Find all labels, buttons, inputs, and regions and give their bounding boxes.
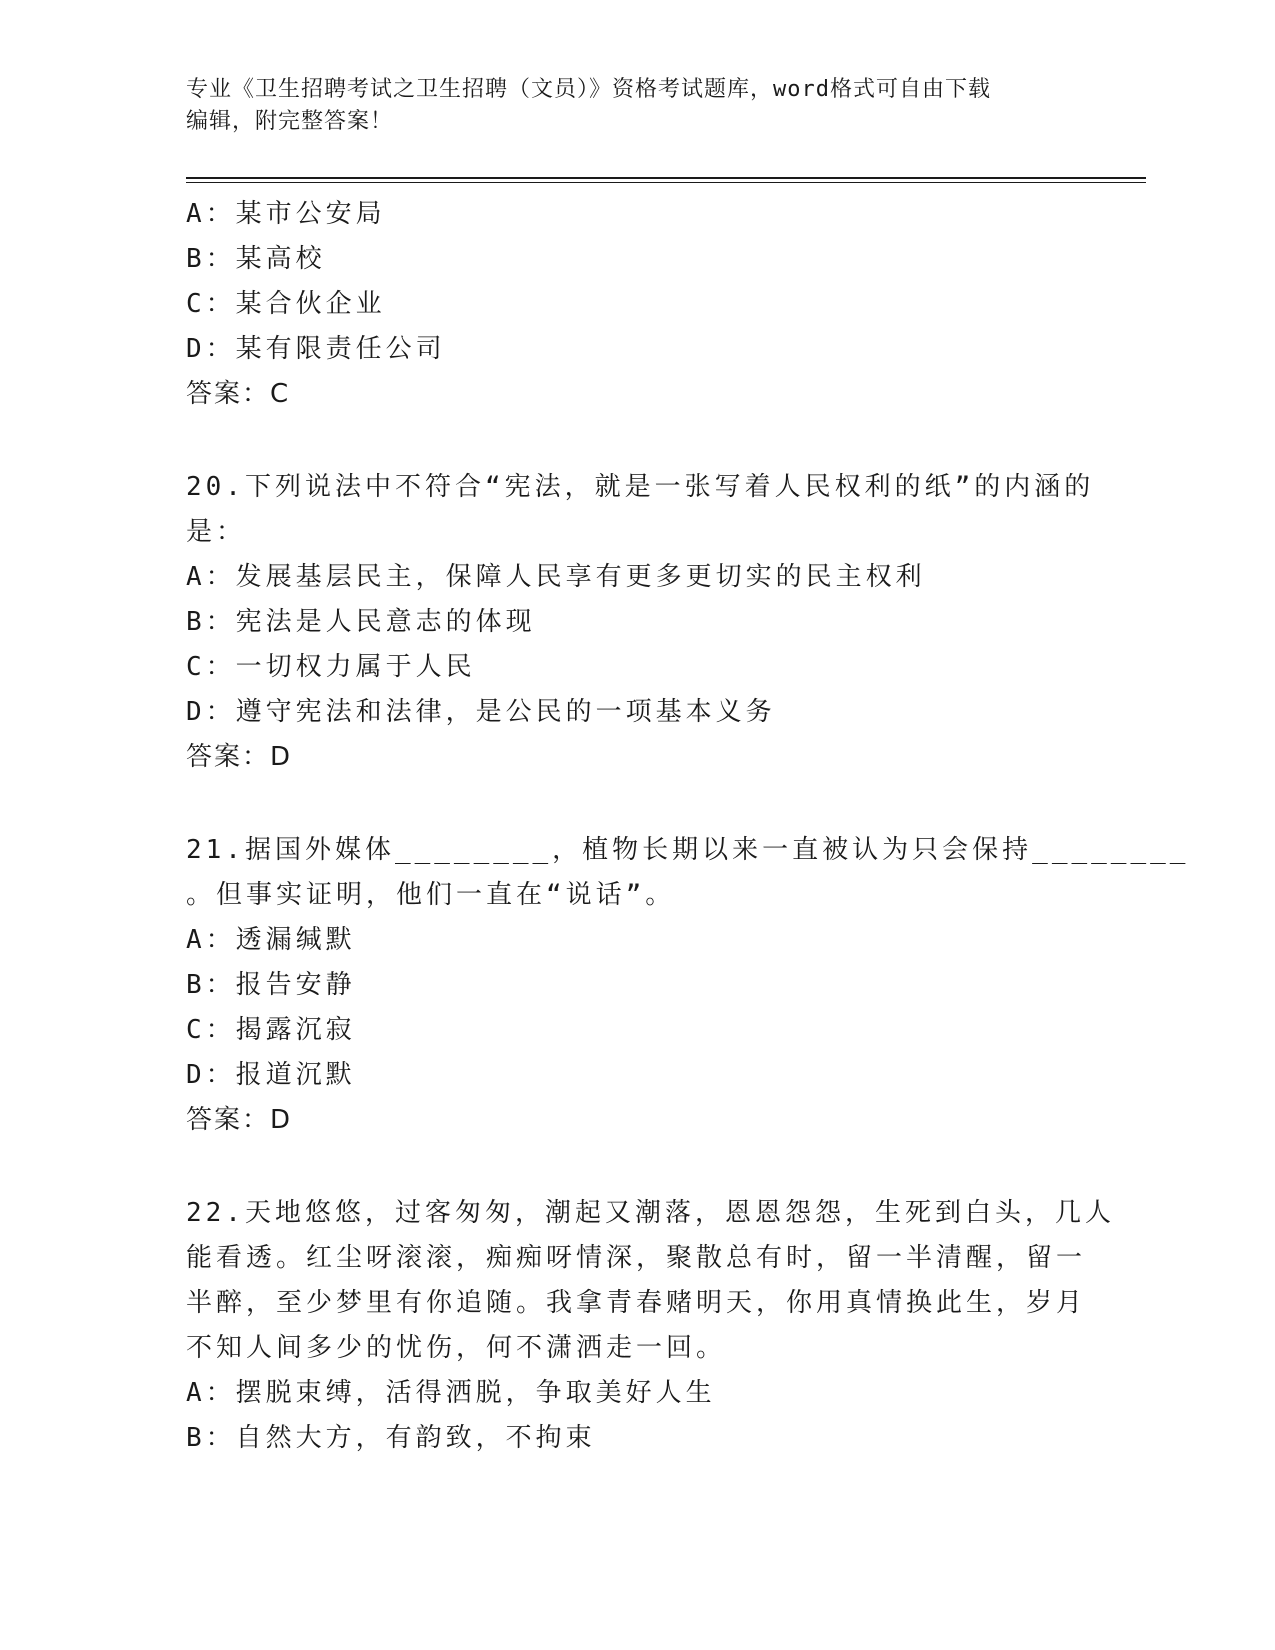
question-21 bbox=[186, 828, 1190, 1143]
question-partial bbox=[186, 192, 1086, 417]
option-b: B：某高校 bbox=[186, 244, 326, 274]
question-spacer bbox=[186, 417, 1086, 465]
header-line-1: 专业《卫生招聘考试之卫生招聘（文员）》资格考试题库，word格式可自由下载 bbox=[186, 77, 991, 102]
header-divider-thick bbox=[186, 177, 1146, 179]
question-spacer bbox=[186, 780, 1086, 828]
header-divider-thin bbox=[186, 182, 1146, 183]
option-b: B：自然大方，有韵致，不拘束 bbox=[186, 1423, 596, 1453]
stem-line: 能看透。红尘呀滚滚，痴痴呀情深，聚散总有时，留一半清醒，留一 bbox=[186, 1243, 1087, 1273]
option-a: A：发展基层民主，保障人民享有更多更切实的民主权利 bbox=[186, 562, 926, 592]
option-d: D：遵守宪法和法律，是公民的一项基本义务 bbox=[186, 697, 776, 727]
question-stem bbox=[186, 1191, 1115, 1371]
option-c: C：某合伙企业 bbox=[186, 289, 386, 319]
question-stem bbox=[186, 465, 1095, 555]
answer-line: 答案：D bbox=[186, 742, 293, 772]
option-d: D：报道沉默 bbox=[186, 1060, 356, 1090]
answer-line: 答案：C bbox=[186, 379, 291, 409]
stem-line: 。但事实证明，他们一直在“说话”。 bbox=[186, 880, 676, 910]
stem-line: 不知人间多少的忧伤，何不潇洒走一回。 bbox=[186, 1333, 727, 1363]
option-a: A：透漏缄默 bbox=[186, 925, 356, 955]
question-list bbox=[186, 192, 1190, 1461]
stem-line: 是： bbox=[186, 517, 247, 547]
question-stem bbox=[186, 828, 1190, 918]
stem-line: 半醉，至少梦里有你追随。我拿青春赌明天，你用真情换此生，岁月 bbox=[186, 1288, 1087, 1318]
question-20 bbox=[186, 465, 1095, 780]
option-c: C：一切权力属于人民 bbox=[186, 652, 476, 682]
option-c: C：揭露沉寂 bbox=[186, 1015, 356, 1045]
answer-line: 答案：D bbox=[186, 1105, 293, 1135]
option-a: A：摆脱束缚，活得洒脱，争取美好人生 bbox=[186, 1378, 716, 1408]
question-spacer bbox=[186, 1143, 1086, 1191]
document-header bbox=[186, 74, 1066, 138]
option-b: B：报告安静 bbox=[186, 970, 356, 1000]
stem-line: 21.据国外媒体________，植物长期以来一直被认为只会保持________ bbox=[186, 835, 1190, 865]
header-line-2: 编辑，附完整答案！ bbox=[186, 109, 394, 134]
option-a: A：某市公安局 bbox=[186, 199, 386, 229]
option-b: B：宪法是人民意志的体现 bbox=[186, 607, 536, 637]
stem-line: 22.天地悠悠，过客匆匆，潮起又潮落，恩恩怨怨，生死到白头，几人 bbox=[186, 1198, 1115, 1228]
stem-line: 20.下列说法中不符合“宪法，就是一张写着人民权利的纸”的内涵的 bbox=[186, 472, 1095, 502]
option-d: D：某有限责任公司 bbox=[186, 334, 446, 364]
question-22 bbox=[186, 1191, 1115, 1461]
